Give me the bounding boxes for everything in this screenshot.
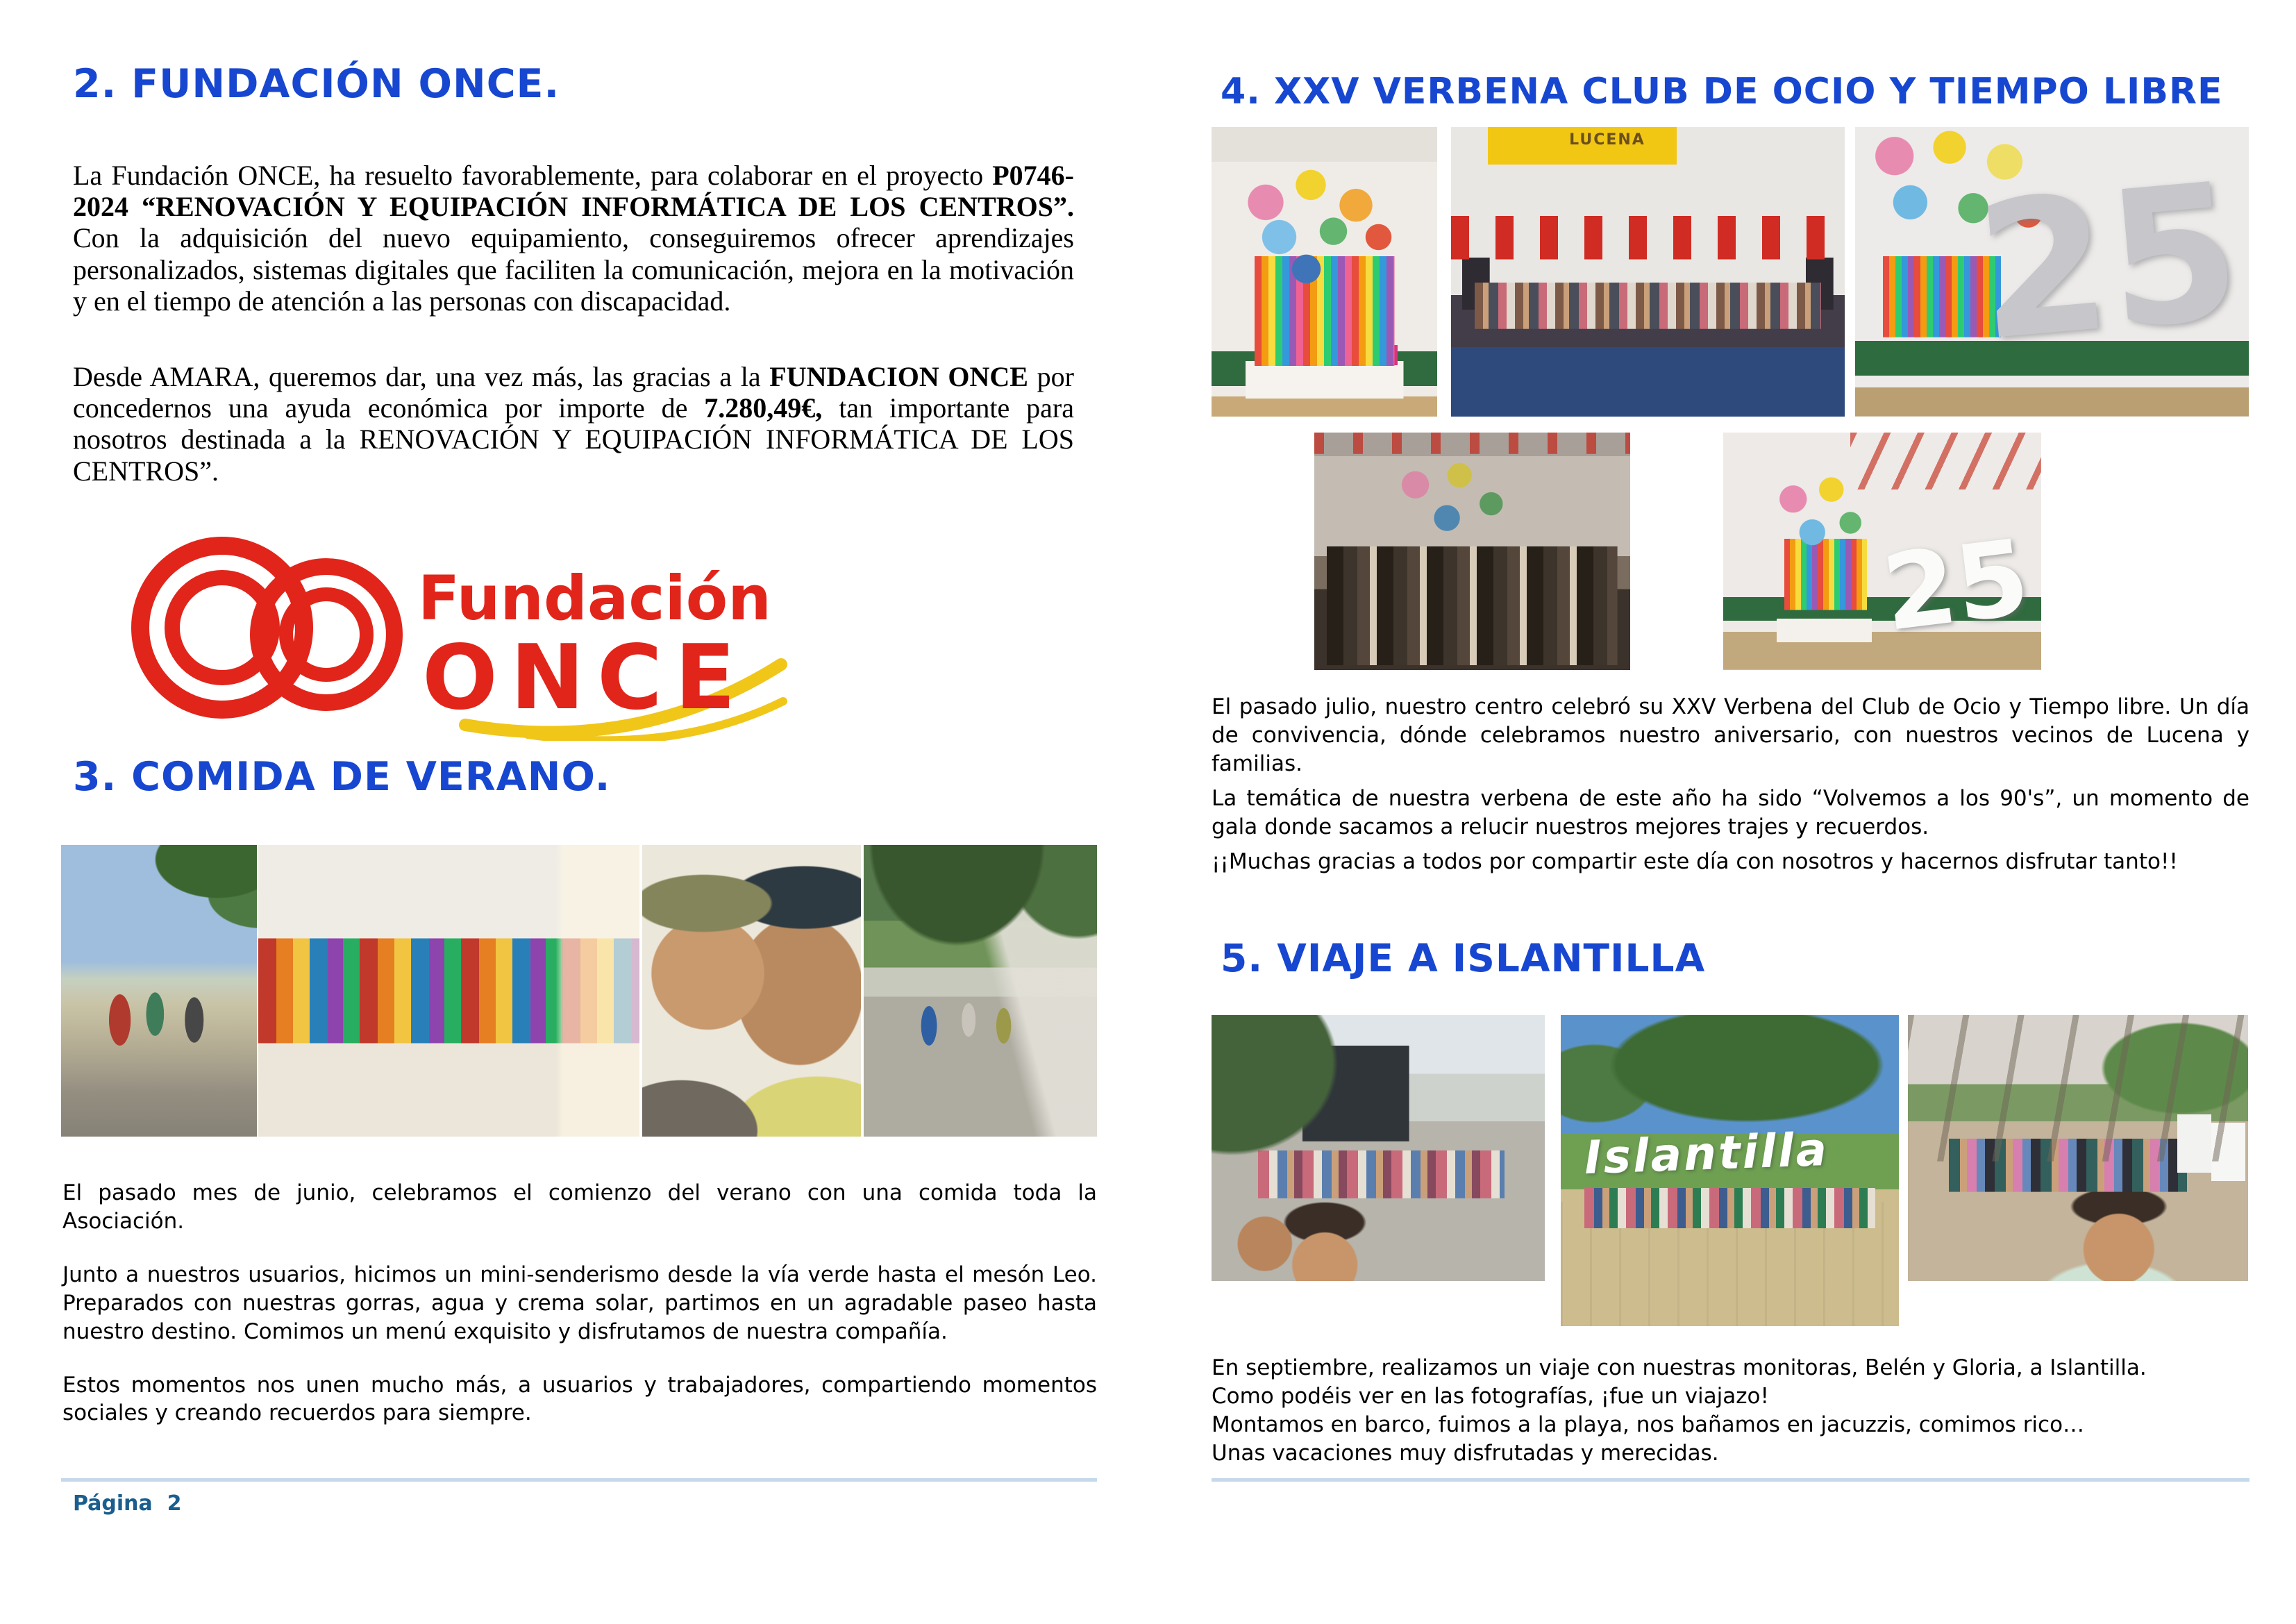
paragraph-islantilla-1: En septiembre, realizamos un viaje con nuestras monitoras, Belén y Gloria, a Islantilla. <box>1212 1355 2147 1380</box>
paragraph-comida-1: El pasado mes de junio, celebramos el comienzo del verano con una comida toda la Asociación. <box>62 1180 1097 1234</box>
paragraph-comida-2: Junto a nuestros usuarios, hicimos un mini-senderismo desde la vía verde hasta el mesón Leo. Preparados con nuestras gorras, agua y crema solar, partimos en un agradable paseo hasta nuestro destino. Comimos un menú exquisito y disfrutamos de nuestra compañía. <box>62 1262 1097 1344</box>
section-heading-viaje-islantilla: 5. VIAJE A ISLANTILLA <box>1221 936 1706 980</box>
photo-photocall-flores <box>1212 127 1437 417</box>
text-run: La Fundación ONCE, ha resuelto favorablemente, para colaborar en el proyecto <box>73 160 993 191</box>
text-run-bold: FUNDACION ONCE <box>769 361 1028 392</box>
logo-text-once: ONCE <box>422 626 748 730</box>
fundacion-once-logo-graphic <box>118 522 798 741</box>
page-number-label: Página 2 <box>73 1491 182 1516</box>
paragraph-fundacion-once-1 <box>73 160 1074 317</box>
footer-rule-right <box>1212 1478 2249 1482</box>
photo-cartel-islantilla <box>1561 1015 1899 1326</box>
photo-terraza-grupo <box>1908 1015 2248 1281</box>
fundacion-once-logo <box>118 522 798 741</box>
text-run-bold: P0746-2024 “RENOVACIÓN Y EQUIPACIÓN INFORMÁTICA DE LOS CENTROS”. <box>73 160 1074 223</box>
verbena-text <box>1212 693 2249 882</box>
text-run: por concedernos una ayuda económica por importe de <box>73 361 1074 424</box>
photo-sign-text-islantilla: Islantilla <box>1583 1123 1830 1185</box>
footer-rule-left <box>61 1478 1097 1482</box>
paragraph-islantilla-2: Como podéis ver en las fotografías, ¡fue un viajazo! <box>1212 1383 1769 1409</box>
photo-selfie-dos-usuarios <box>642 845 861 1137</box>
paragraph-comida-3: Estos momentos nos unen mucho más, a usuarios y trabajadores, compartiendo momentos sociales y creando recuerdos para siempre. <box>62 1372 1097 1426</box>
photo-grupo-calle-selfie <box>1212 1015 1545 1281</box>
section-heading-xxv-verbena: 4. XXV VERBENA CLUB DE OCIO Y TIEMPO LIBRE <box>1221 71 2223 112</box>
text-run: tan importante para nosotros destinada a la RENOVACIÓN Y EQUIPACIÓN INFORMÁTICA DE LOS CENTROS”. <box>73 392 1074 487</box>
photo-flores-numero-25 <box>1855 127 2249 417</box>
text-run-bold: 7.280,49€, <box>704 392 823 424</box>
section-heading-fundacion-once: 2. FUNDACIÓN ONCE. <box>73 61 560 107</box>
photo-grupo-nocturno-photocall <box>1314 433 1630 670</box>
photo-senderismo-via-verde <box>61 845 257 1137</box>
photo-escenario-verbena <box>1451 127 1845 417</box>
comida-de-verano-text <box>62 1179 1097 1453</box>
photo-number-25: 25 <box>1877 517 2036 655</box>
paragraph-fundacion-once-2 <box>73 361 1074 487</box>
paragraph-verbena-3: ¡¡Muchas gracias a todos por compartir este día con nosotros y hacernos disfrutar tanto!! <box>1212 848 2178 874</box>
paragraph-islantilla-4: Unas vacaciones muy disfrutadas y merecidas. <box>1212 1440 1719 1466</box>
photo-paseo-grupo-camino <box>864 845 1097 1137</box>
paragraph-verbena-1: El pasado julio, nuestro centro celebró su XXV Verbena del Club de Ocio y Tiempo libre. Un día de convivencia, dónde celebramos nuestro aniversario, con nuestros vecinos de Lucena y familias. <box>1212 694 2249 776</box>
text-run: Desde AMARA, queremos dar, una vez más, las gracias a la <box>73 361 770 392</box>
paragraph-islantilla-3: Montamos en barco, fuimos a la playa, nos bañamos en jacuzzis, comimos rico… <box>1212 1412 2085 1437</box>
photo-comida-restaurante <box>258 845 639 1137</box>
photo-photocall-25-dia <box>1723 433 2041 670</box>
islantilla-text <box>1212 1354 2249 1468</box>
section-heading-comida-de-verano: 3. COMIDA DE VERANO. <box>73 754 611 800</box>
text-run: Con la adquisición del nuevo equipamiento, conseguiremos ofrecer aprendizajes personalizados, sistemas digitales que faciliten la comunicación, mejora en la motivación y en el tiempo de atención a las personas con discapacidad. <box>73 222 1074 317</box>
logo-text-fundacion: Fundación <box>418 562 771 634</box>
photo-banner-text-lucena: LUCENA <box>1569 131 1645 149</box>
photo-number-25: 25 <box>1969 142 2248 383</box>
paragraph-verbena-2: La temática de nuestra verbena de este año ha sido “Volvemos a los 90's”, un momento de gala donde sacamos a relucir nuestros mejores trajes y recuerdos. <box>1212 785 2249 839</box>
